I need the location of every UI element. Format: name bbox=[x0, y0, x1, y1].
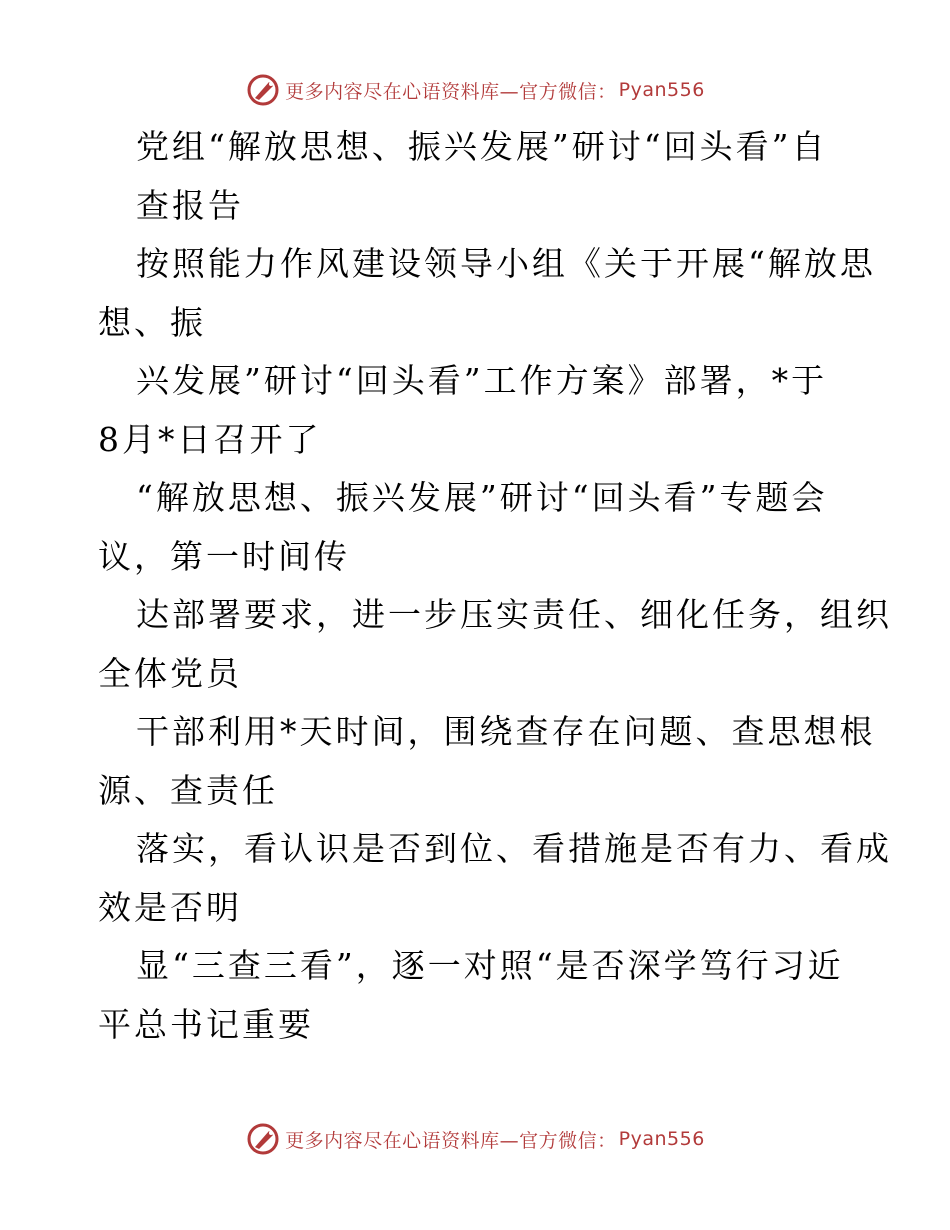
header-watermark bbox=[0, 70, 950, 110]
doc-line: 想、振 bbox=[98, 302, 206, 342]
footer-watermark bbox=[0, 1119, 950, 1159]
doc-line: “解放思想、振兴发展”研讨“回头看”专题会 bbox=[136, 478, 828, 517]
doc-line: 落实，看认识是否到位、看措施是否有力、看成 bbox=[136, 829, 892, 868]
doc-line: 按照能力作风建设领导小组《关于开展“解放思 bbox=[136, 244, 876, 283]
doc-line: 党组“解放思想、振兴发展”研讨“回头看”自 bbox=[136, 127, 828, 166]
watermark-text: 更多内容尽在心语资料库—官方微信： bbox=[285, 80, 617, 103]
pen-logo-icon bbox=[245, 72, 281, 108]
doc-line: 查报告 bbox=[136, 185, 244, 225]
doc-line: 平总书记重要 bbox=[98, 1004, 314, 1044]
doc-line: 兴发展”研讨“回头看”工作方案》部署，*于 bbox=[136, 361, 828, 400]
doc-line: 全体党员 bbox=[98, 653, 242, 693]
doc-line: 源、查责任 bbox=[98, 770, 278, 810]
watermark-text: 更多内容尽在心语资料库—官方微信： bbox=[285, 1129, 617, 1152]
doc-line: 干部利用*天时间，围绕查存在问题、查思想根 bbox=[136, 712, 876, 751]
doc-line: 议，第一时间传 bbox=[98, 536, 350, 576]
doc-line: 显“三查三看”，逐一对照“是否深学笃行习近 bbox=[136, 946, 844, 985]
doc-line: 8月*日召开了 bbox=[98, 419, 322, 459]
pen-logo-icon bbox=[245, 1121, 281, 1157]
watermark-wechat-id: Pyan556 bbox=[618, 79, 705, 101]
doc-line: 效是否明 bbox=[98, 887, 242, 927]
document-body bbox=[98, 118, 892, 1054]
doc-line: 达部署要求，进一步压实责任、细化任务，组织 bbox=[136, 595, 892, 634]
watermark-wechat-id: Pyan556 bbox=[618, 1128, 705, 1150]
